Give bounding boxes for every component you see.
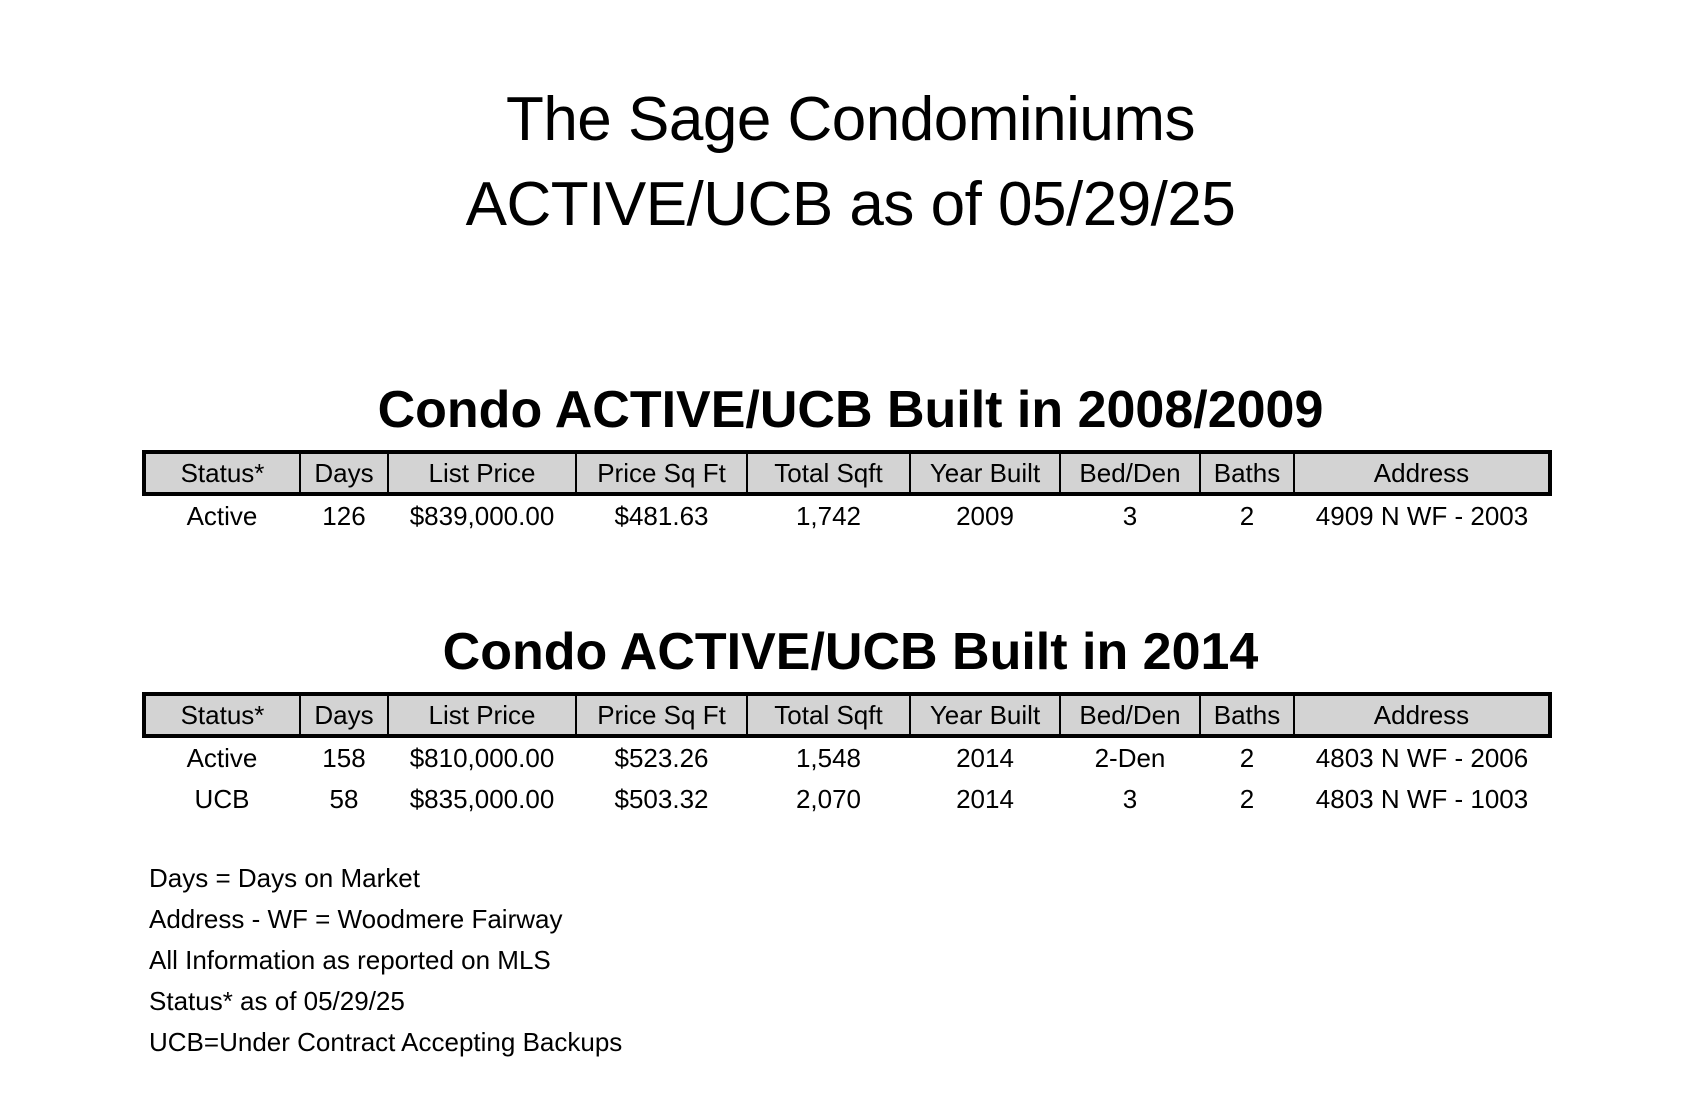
cell-total-sqft: 2,070 <box>795 784 862 814</box>
section-heading-2014: Condo ACTIVE/UCB Built in 2014 <box>442 623 1259 681</box>
footnote-status-date: Status* as of 05/29/25 <box>149 986 405 1016</box>
cell-days: 158 <box>322 743 366 773</box>
listing-table-2008-2009 <box>142 450 1552 537</box>
footnote-days: Days = Days on Market <box>149 863 420 893</box>
table-header-row <box>144 694 1550 736</box>
page-title: The Sage Condominiums <box>505 85 1196 154</box>
column-header-year-built: Year Built <box>910 694 1060 736</box>
footnote-source: All Information as reported on MLS <box>149 945 551 975</box>
cell-status: Active <box>186 743 258 773</box>
cell-days: 126 <box>322 501 366 531</box>
cell-baths: 2 <box>1239 784 1255 814</box>
column-header-status: Status* <box>144 452 300 494</box>
column-header-price-sq-ft: Price Sq Ft <box>576 694 747 736</box>
cell-year-built: 2014 <box>956 743 1014 773</box>
page-subtitle: ACTIVE/UCB as of 05/29/25 <box>465 170 1236 239</box>
column-header-year-built: Year Built <box>910 452 1060 494</box>
cell-bed-den: 2-Den <box>1094 743 1166 773</box>
cell-list-price: $835,000.00 <box>409 784 555 814</box>
cell-list-price: $810,000.00 <box>409 743 555 773</box>
table-row <box>144 736 1550 779</box>
table-header-row <box>144 452 1550 494</box>
cell-baths: 2 <box>1239 743 1255 773</box>
footnote-address: Address - WF = Woodmere Fairway <box>149 904 563 934</box>
cell-price-sq-ft: $481.63 <box>614 501 709 531</box>
cell-price-sq-ft: $503.32 <box>614 784 709 814</box>
cell-status: UCB <box>194 784 250 814</box>
cell-year-built: 2014 <box>956 784 1014 814</box>
cell-days: 58 <box>329 784 359 814</box>
cell-total-sqft: 1,742 <box>795 501 862 531</box>
cell-bed-den: 3 <box>1122 501 1138 531</box>
column-header-baths: Baths <box>1200 452 1294 494</box>
cell-address: 4803 N WF - 2006 <box>1315 743 1529 773</box>
cell-total-sqft: 1,548 <box>795 743 862 773</box>
column-header-days: Days <box>300 694 388 736</box>
footnotes <box>149 858 622 1063</box>
cell-address: 4803 N WF - 1003 <box>1315 784 1529 814</box>
column-header-address: Address <box>1294 694 1550 736</box>
cell-baths: 2 <box>1239 501 1255 531</box>
listing-table-2014 <box>142 692 1552 820</box>
cell-price-sq-ft: $523.26 <box>614 743 709 773</box>
cell-list-price: $839,000.00 <box>409 501 555 531</box>
column-header-status: Status* <box>144 694 300 736</box>
column-header-total-sqft: Total Sqft <box>747 694 910 736</box>
cell-status: Active <box>186 501 258 531</box>
column-header-bed-den: Bed/Den <box>1060 452 1200 494</box>
cell-year-built: 2009 <box>956 501 1014 531</box>
column-header-bed-den: Bed/Den <box>1060 694 1200 736</box>
column-header-days: Days <box>300 452 388 494</box>
section-heading-2008-2009: Condo ACTIVE/UCB Built in 2008/2009 <box>377 381 1324 439</box>
cell-bed-den: 3 <box>1122 784 1138 814</box>
column-header-list-price: List Price <box>388 452 576 494</box>
column-header-address: Address <box>1294 452 1550 494</box>
table-row <box>144 779 1550 820</box>
column-header-price-sq-ft: Price Sq Ft <box>576 452 747 494</box>
column-header-total-sqft: Total Sqft <box>747 452 910 494</box>
column-header-list-price: List Price <box>388 694 576 736</box>
column-header-baths: Baths <box>1200 694 1294 736</box>
table-row <box>144 494 1550 537</box>
footnote-ucb: UCB=Under Contract Accepting Backups <box>149 1027 623 1057</box>
cell-address: 4909 N WF - 2003 <box>1315 501 1529 531</box>
